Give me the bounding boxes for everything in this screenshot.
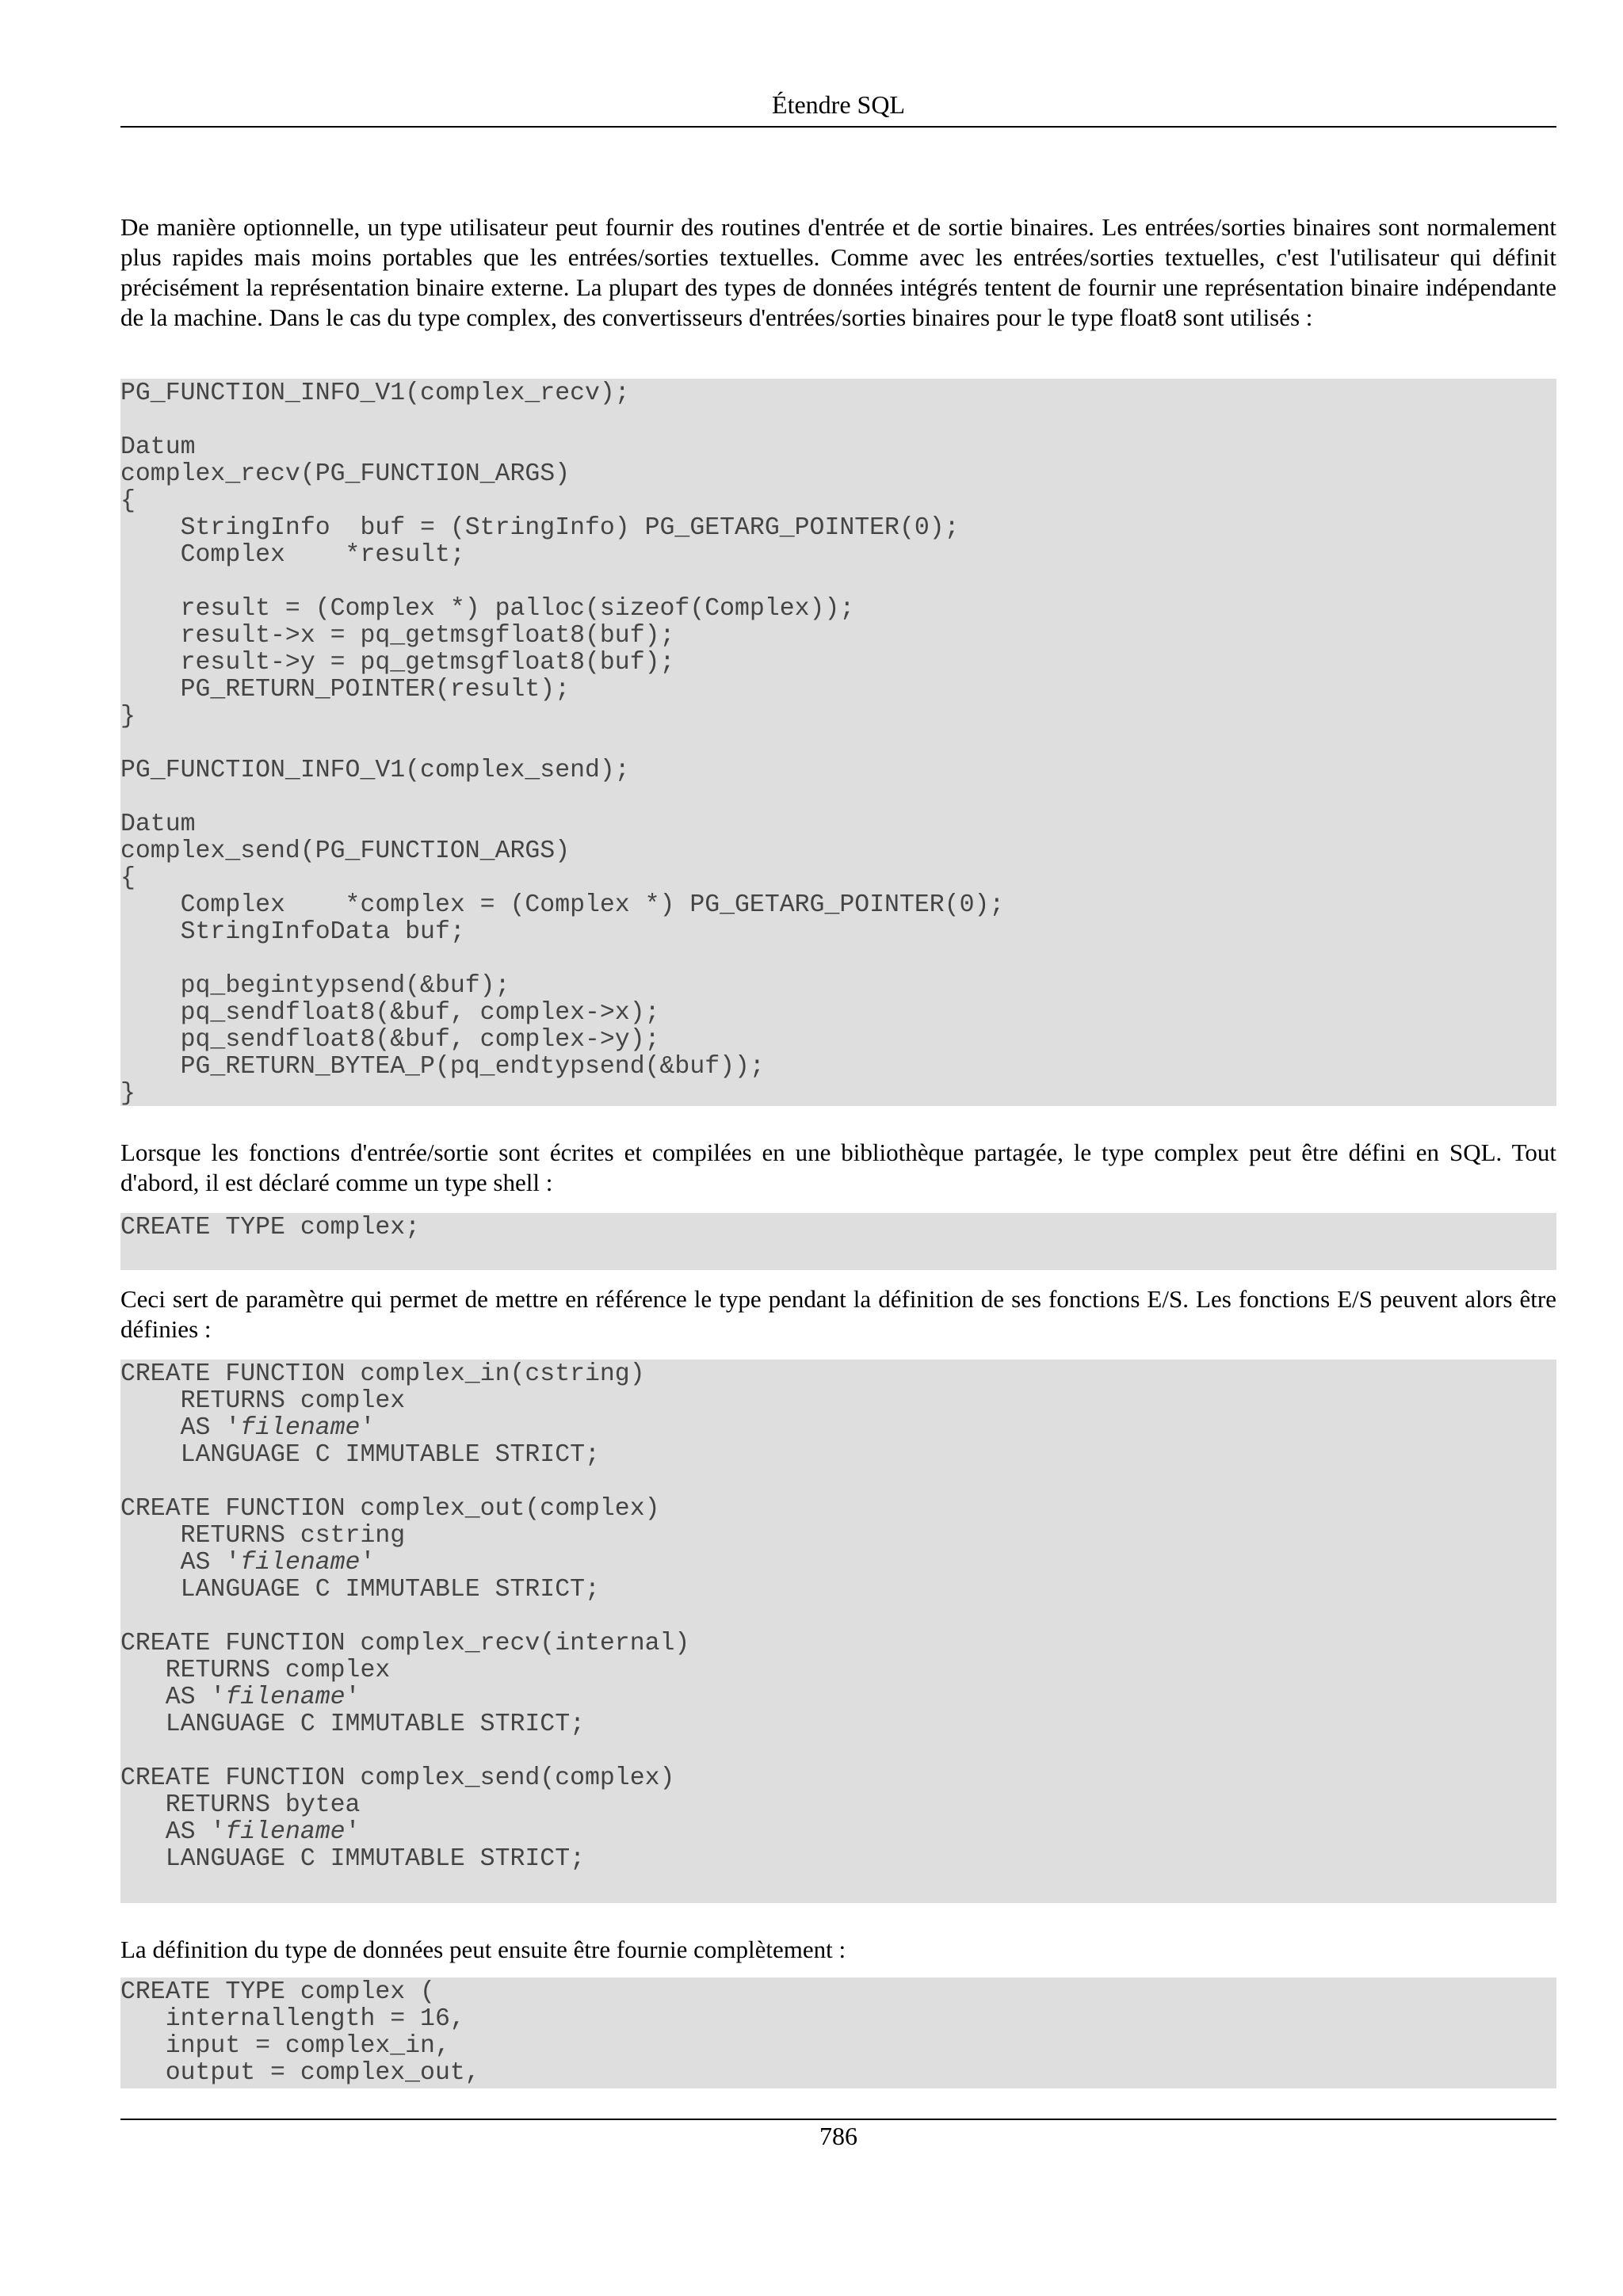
code-recv-info: PG_FUNCTION_INFO_V1(complex_recv);: [120, 379, 630, 407]
type-definition-paragraph: La définition du type de données peut ensuite être fournie complètement :: [120, 1936, 846, 1963]
code-send-body: Datum complex_send(PG_FUNCTION_ARGS) { Complex *complex = (Complex *) PG_GETARG_POINTER(0); StringInfoData buf; pq_begintypsend(&buf); pq_sendfloat8(&buf, complex->x); pq_sendfloat8(&buf, complex->y); PG_RETURN_BYTEA_P(pq_endtypsend(&buf)); }: [120, 810, 1005, 1106]
filename-placeholder: filename: [240, 1549, 361, 1577]
code-complex-send: CREATE FUNCTION complex_send(complex) RETURNS bytea AS 'filename' LANGUAGE C IMMUTABLE STRICT;: [120, 1764, 675, 1873]
shared-library-paragraph: Lorsque les fonctions d'entrée/sortie sont écrites et compilées en une bibliothèque partagée, le type complex peut être défini en SQL. Tout d'abord, il est déclaré comme un type shell :: [120, 1138, 1556, 1196]
page-number: 786: [819, 2122, 857, 2150]
code-create-type: CREATE TYPE complex ( internallength = 16, input = complex_in, output = complex_out,: [120, 1978, 480, 2087]
code-send-info: PG_FUNCTION_INFO_V1(complex_send);: [120, 757, 630, 784]
page-header: [120, 90, 1556, 128]
code-block-create-type: [120, 1978, 1556, 2088]
footer-rule: [120, 2119, 1556, 2120]
code-recv-body: Datum complex_recv(PG_FUNCTION_ARGS) { StringInfo buf = (StringInfo) PG_GETARG_POINTER(0); Complex *result; result = (Complex *) palloc(sizeof(Complex)); result->x = pq_getmsgfloat8(buf); result->y = pq_getmsgfloat8(buf); PG_RETURN_POINTER(result); }: [120, 433, 960, 730]
code-block-io-functions: [120, 1360, 1556, 1903]
code-block-binary-io: [120, 379, 1556, 1106]
code-complex-in: CREATE FUNCTION complex_in(cstring) RETURNS complex AS 'filename' LANGUAGE C IMMUTABLE STRICT;: [120, 1360, 645, 1469]
filename-placeholder: filename: [225, 1684, 346, 1711]
io-functions-paragraph: Ceci sert de paramètre qui permet de mettre en référence le type pendant la définition de ses fonctions E/S. Les fonctions E/S peuvent alors être définies :: [120, 1285, 1556, 1343]
code-block-shell-type: [120, 1213, 1556, 1270]
filename-placeholder: filename: [240, 1414, 361, 1442]
code-complex-out: CREATE FUNCTION complex_out(complex) RETURNS cstring AS 'filename' LANGUAGE C IMMUTABLE STRICT;: [120, 1495, 660, 1604]
intro-paragraph: De manière optionnelle, un type utilisateur peut fournir des routines d'entrée et de sortie binaires. Les entrées/sorties binaires sont normalement plus rapides mais moins portables que les entrées/sorties textuelles. Comme avec les entrées/sorties textuelles, c'est l'utilisateur qui définit précisément la représentation binaire externe. La plupart des types de données intégrés tentent de fournir une représentation binaire indépendante de la machine. Dans le cas du type complex, des convertisseurs d'entrées/sorties binaires pour le type float8 sont utilisés :: [120, 213, 1556, 331]
code-complex-recv: CREATE FUNCTION complex_recv(internal) RETURNS complex AS 'filename' LANGUAGE C IMMUTABLE STRICT;: [120, 1630, 690, 1738]
filename-placeholder: filename: [225, 1818, 346, 1846]
code-shell-type: CREATE TYPE complex;: [120, 1214, 421, 1241]
header-title: Étendre SQL: [772, 90, 905, 119]
